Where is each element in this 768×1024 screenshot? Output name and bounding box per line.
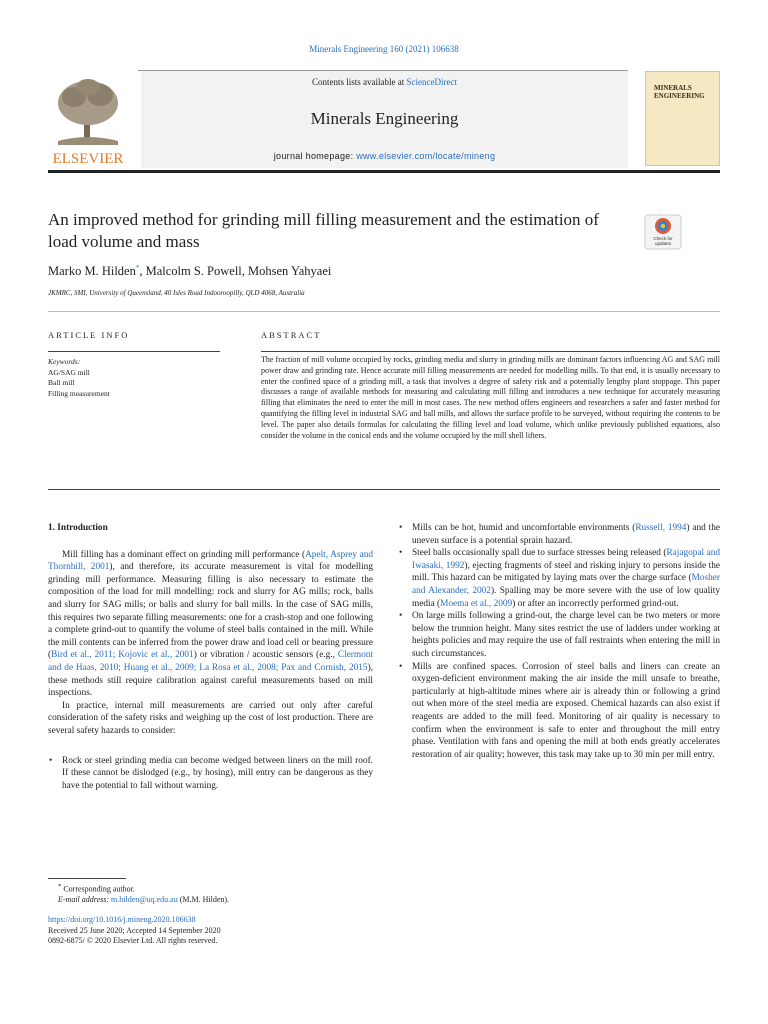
citation-link[interactable]: Rajagopal and Iwasaki, 1992 [412, 548, 720, 571]
text: ), and therefore, its accurate measurement is vital for modelling grinding mill performance. Measuring filling is also necessary to estimate the composition of the load for mill modelling: rock and slurry for AG mills; rock, balls and slurry for SAG mills; or balls and slurry for ball mills. In the case of SAG mills, this requires two separate filling measurements: one for a crash-stop and one following a complete grind-out to quantify the volume of steel balls contained in the mill. While the mill contents can be inferred from the power draw and load cell or bearing pressure ( [48, 562, 373, 661]
elsevier-logo [48, 71, 128, 168]
keywords-block [48, 357, 220, 399]
text: Mills are confined spaces. Corrosion of steel balls and liners can create an oxygen-deficient environment making the air inside the mill unsafe to breathe, particularly at high-altitude mines where air is already thin or following a grind out when more of the steel media are exposed. Chemical hazards can also exist if reagents are added to the mill feed. Monitoring of air quality is necessary to confirm when the environment is safe to enter and throughout the mill entry phase. Ventilation with fans and opening the mill at both ends greatly accelerates restoration of air quality; however, this task may take up to 30 min per mill entry. [412, 661, 720, 760]
crossmark-line2: updates [654, 241, 672, 246]
text: ), these methods still require calibration against careful measurements based on mill inspections. [48, 662, 373, 699]
contents-prefix: Contents lists available at [312, 77, 407, 87]
crossmark-line1: Check for [653, 236, 673, 241]
affiliation: JKMRC, SMI, University of Queensland, 40 Isles Road Indooroopilly, QLD 4068, Australia [48, 289, 305, 297]
copyright: 0892-6875/ © 2020 Elsevier Ltd. All rights reserved. [48, 936, 218, 945]
journal-name: Minerals Engineering [310, 109, 459, 128]
left-column [48, 522, 373, 792]
author-list [48, 264, 331, 279]
email-line [48, 895, 388, 906]
intro-paragraph-2: In practice, internal mill measurements are carried out only after careful consideration of the safety risks and weighing up the cost of lost production. There are several safety hazards to consider: [48, 700, 373, 736]
received-dates: Received 25 June 2020; Accepted 14 September 2020 [48, 925, 221, 935]
author-hilden: Marko M. Hilden [48, 264, 136, 279]
corresponding-author-mark[interactable]: * [135, 264, 140, 272]
article-title: An improved method for grinding mill filling measurement and the estimation of load volume and mass [48, 210, 599, 251]
cover-title-line1: MINERALS [654, 84, 692, 92]
email-label: E-mail address: [58, 895, 110, 905]
text: Steel balls occasionally spall due to surface stresses being released ( [412, 548, 667, 559]
article-info-rule [48, 351, 220, 352]
homepage-prefix: journal homepage: [273, 151, 357, 161]
text: (M.M. Hilden). [177, 895, 230, 905]
text: Corresponding author. [63, 884, 135, 894]
divider [48, 311, 720, 312]
citation-link[interactable]: Apelt, Asprey and Thornhill, 2001 [48, 549, 374, 573]
footnote [48, 882, 388, 906]
sciencedirect-link[interactable]: ScienceDirect [406, 77, 457, 87]
intro-paragraph-1 [48, 549, 373, 700]
header-rule [48, 170, 720, 173]
abstract-heading: ABSTRACT [261, 330, 322, 340]
keyword-item: AG/SAG mill [48, 367, 90, 377]
homepage-link[interactable]: www.elsevier.com/locate/mineng [356, 151, 496, 161]
cover-title-line2: ENGINEERING [654, 92, 705, 100]
divider [48, 489, 720, 490]
keyword-item: Ball mill [48, 378, 75, 387]
citation-link[interactable]: Clermont and de Haas, 2010; Huang et al., 2009; La Rosa et al., 2008; Pax and Cornish, 2015 [48, 650, 374, 673]
footnote-mark: * [58, 883, 62, 890]
bullet-icon: • [399, 611, 403, 622]
text: ) and the uneven surface is a potential sprain hazard. [412, 523, 721, 546]
footnote-rule [48, 878, 126, 879]
text: Mill filling has a dominant effect on grinding mill performance ( [62, 549, 306, 560]
section-heading-introduction: 1. Introduction [48, 523, 108, 533]
text: Rock or steel grinding media can become wedged between liners on the mill roof. If these cannot be dislodged (e.g., by hosing), mill entry can be dangerous as they have the potential to fall without warning. [62, 755, 373, 791]
email-link[interactable]: m.hilden@uq.edu.au [111, 895, 178, 905]
bullet-icon: • [399, 661, 403, 672]
abstract-rule [261, 351, 720, 352]
text: ) or after an incorrectly performed grind-out. [512, 598, 679, 609]
list-item [398, 522, 720, 547]
list-item [398, 661, 720, 762]
hazard-list [398, 522, 720, 761]
journal-reference[interactable]: Minerals Engineering 160 (2021) 106638 [309, 44, 459, 54]
list-item [48, 755, 373, 793]
bullet-icon: • [49, 755, 53, 766]
bullet-icon: • [399, 548, 403, 559]
list-item [398, 547, 720, 610]
article-info-heading: ARTICLE INFO [48, 330, 130, 340]
publication-info [48, 915, 388, 947]
crossmark-icon[interactable] [644, 214, 682, 250]
right-column [398, 522, 720, 761]
text: ), ejecting fragments of steel and risking injury to persons inside the mill. This hazard can be mitigated by laying mats over the charge surface ( [412, 560, 720, 584]
journal-header [48, 71, 628, 168]
elsevier-wordmark: ELSEVIER [52, 151, 124, 167]
abstract-text: The fraction of mill volume occupied by rocks, grinding media and slurry in grinding mills are dominant factors influencing AG and SAG mill power draw and grinding rate. Hence accurate mill filling measurements are needed for modelling mills. To that end, it is usually necessary to enter the confined space of a grinding mill, a task that involves a degree of safety risk and a potentially lengthy plant stoppage. This paper discusses a range of available methods for measuring and calculating mill filling and introduces a new technique for accurately measuring filling that eliminates the need to enter the mill in most cases. The new method offers engineers and researchers a safer and faster method for quantifying the filling level in industrial SAG and ball mills, and allows the surface profile to be surveyed, without requiring the contents to be level. The paper also details formulas for calculating the filling level and load volume, which unlike previously published equations, also consider the volume in the conical ends and the volume occupied by the mill shell lifters. [261, 355, 720, 440]
keyword-item: Filling measurement [48, 388, 110, 398]
contents-line [141, 77, 628, 87]
bullet-icon: • [399, 523, 403, 533]
journal-cover-thumbnail[interactable] [645, 71, 720, 166]
doi-link[interactable]: https://doi.org/10.1016/j.mineng.2020.106638 [48, 915, 196, 924]
citation-link[interactable]: Russell, 1994 [635, 523, 687, 533]
corresponding-author-note [48, 882, 388, 895]
keywords-label: Keywords: [48, 357, 81, 366]
citation-link[interactable]: Bird et al., 2011; Kojovic et al., 2001 [51, 650, 194, 661]
text: On large mills following a grind-out, the charge level can be two meters or more below the trunnion height. Many sites restrict the use of ladders under working at heights policies and may require the use of fall restraints when entering the mill in such circumstances. [412, 611, 720, 659]
citation-link[interactable]: Moema et al., 2009 [440, 598, 513, 609]
homepage-line [141, 151, 628, 161]
journal-header-box [141, 71, 628, 168]
co-authors: , Malcolm S. Powell, Mohsen Yahyaei [139, 264, 332, 279]
text: ). Spalling may be more severe with the use of low quality media ( [412, 585, 720, 609]
text: ) or vibration / acoustic sensors (e.g., [193, 650, 338, 661]
hazard-list [48, 755, 373, 793]
text: Mills can be hot, humid and uncomfortable environments ( [412, 523, 636, 533]
citation-link[interactable]: Mosher and Alexander, 2002 [412, 573, 720, 596]
list-item [398, 610, 720, 660]
